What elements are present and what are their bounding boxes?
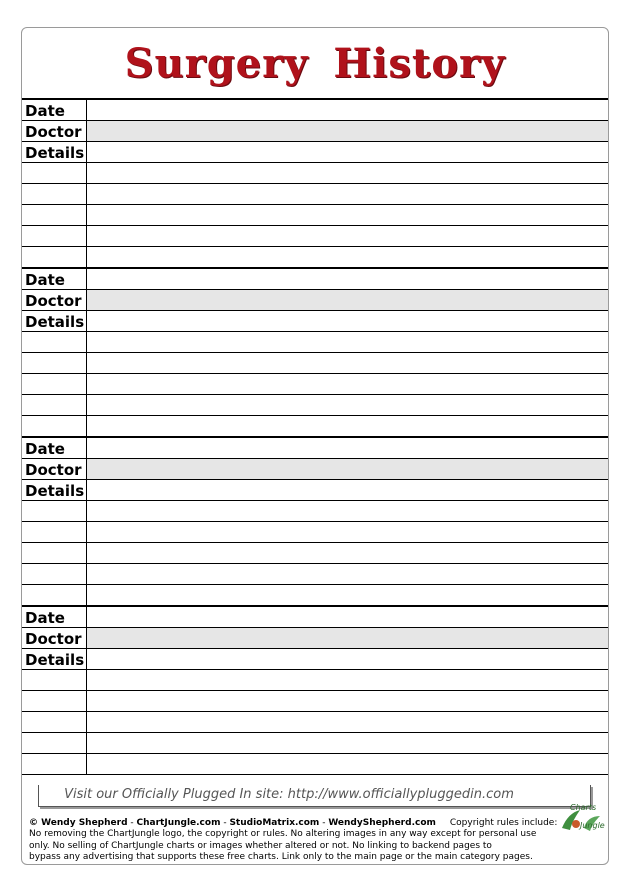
promo-banner[interactable] [38,785,591,807]
date-field[interactable] [87,269,608,289]
details-line [22,163,608,184]
doctor-row [22,290,608,311]
details-line [22,754,608,774]
logo-line2: Jungle [580,821,605,830]
details-line-field[interactable] [87,184,608,204]
copyright-footer [29,818,594,863]
site-link-studiomatrix[interactable]: StudioMatrix.com [229,818,320,828]
details-line [22,712,608,733]
doctor-label: Doctor [22,121,87,141]
details-line-field[interactable] [87,754,608,774]
details-line [22,733,608,754]
details-line-field[interactable] [87,501,608,521]
details-label: Details [22,311,87,331]
details-line-field[interactable] [87,205,608,225]
details-line-field[interactable] [87,353,608,373]
details-line-field[interactable] [87,395,608,415]
date-row [22,100,608,121]
details-line [22,691,608,712]
details-line-field[interactable] [87,416,608,436]
doctor-field[interactable] [87,290,608,310]
details-row [22,311,608,332]
details-field[interactable] [87,311,608,331]
footer-credits: © Wendy Shepherd - ChartJungle.com - StudioMatrix.com - WendyShepherd.com Copyright rules include: [29,818,558,828]
date-field[interactable] [87,100,608,120]
details-line-field[interactable] [87,670,608,690]
doctor-label: Doctor [22,459,87,479]
site-link-wendyshepherd[interactable]: WendyShepherd.com [328,818,436,828]
details-line [22,522,608,543]
doctor-label: Doctor [22,628,87,648]
date-row [22,269,608,290]
date-label: Date [22,438,87,458]
page-title: Surgery History [124,40,506,87]
date-field[interactable] [87,438,608,458]
doctor-label: Doctor [22,290,87,310]
details-label: Details [22,480,87,500]
details-line-field[interactable] [87,585,608,605]
details-line [22,670,608,691]
details-row [22,649,608,670]
details-field[interactable] [87,480,608,500]
surgery-entry [22,98,608,267]
details-line [22,247,608,267]
details-line [22,501,608,522]
doctor-row [22,628,608,649]
details-line-field[interactable] [87,564,608,584]
doctor-field[interactable] [87,121,608,141]
surgery-entry [22,605,608,775]
date-label: Date [22,100,87,120]
surgery-entry [22,267,608,436]
rules-line: No removing the ChartJungle logo, the copyright or rules. No altering images in any way except for personal use [29,829,537,840]
date-field[interactable] [87,607,608,627]
date-row [22,607,608,628]
details-line [22,205,608,226]
details-label: Details [22,649,87,669]
details-row [22,142,608,163]
details-line [22,332,608,353]
details-line-field[interactable] [87,163,608,183]
details-label: Details [22,142,87,162]
details-line [22,226,608,247]
details-line-field[interactable] [87,226,608,246]
doctor-row [22,121,608,142]
doctor-field[interactable] [87,628,608,648]
doctor-field[interactable] [87,459,608,479]
details-line-field[interactable] [87,733,608,753]
rules-line: bypass any advertising that supports these free charts. Link only to the main page or the main category pages. [29,851,533,862]
date-label: Date [22,607,87,627]
details-line [22,395,608,416]
details-line [22,416,608,436]
date-row [22,438,608,459]
details-line [22,184,608,205]
details-line-field[interactable] [87,332,608,352]
copyright-holder: © Wendy Shepherd [29,818,128,828]
chart-sheet [21,27,609,865]
surgery-form [22,98,608,775]
details-line [22,353,608,374]
rules-intro: Copyright rules include: [449,818,558,828]
logo-line1: Charts [570,803,597,812]
details-line [22,585,608,605]
site-link-chartjungle[interactable]: ChartJungle.com [136,818,221,828]
details-line-field[interactable] [87,522,608,542]
details-line [22,564,608,585]
promo-banner-text: Visit our Officially Plugged In site: http://www.officiallypluggedin.com [64,787,514,802]
details-line-field[interactable] [87,543,608,563]
rules-line: only. No selling of ChartJungle charts or images whether altered or not. No linking to backend pages to [29,840,492,851]
details-field[interactable] [87,142,608,162]
surgery-entry [22,436,608,605]
details-line-field[interactable] [87,691,608,711]
details-line [22,374,608,395]
details-row [22,480,608,501]
details-line-field[interactable] [87,712,608,732]
date-label: Date [22,269,87,289]
details-line-field[interactable] [87,374,608,394]
details-field[interactable] [87,649,608,669]
details-line-field[interactable] [87,247,608,267]
doctor-row [22,459,608,480]
details-line [22,543,608,564]
